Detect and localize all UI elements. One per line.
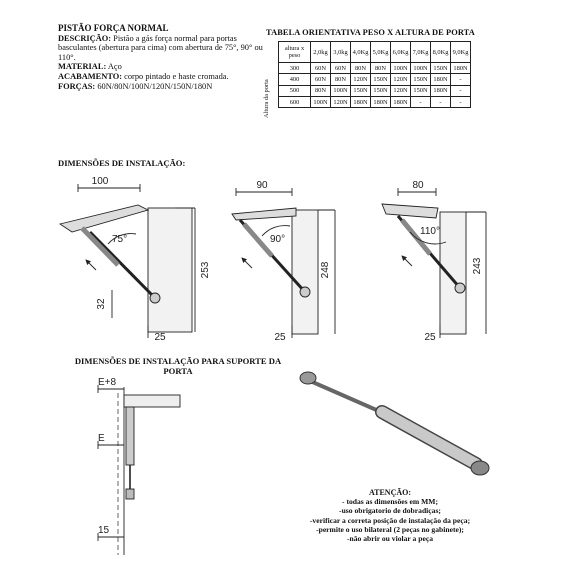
table-header-row — [279, 42, 471, 63]
attention-line: -verificar a correta posição de instalação da peça; — [309, 515, 471, 525]
table-row-height: 400 — [279, 74, 311, 85]
table-row — [279, 96, 471, 107]
table-cell: 180N — [371, 96, 391, 107]
table-row-height: 300 — [279, 63, 311, 74]
table-cell: - — [411, 96, 431, 107]
table-column-header: 7,0Kg — [411, 42, 431, 63]
material-text: Aço — [107, 62, 122, 72]
attention-title: ATENÇÃO: — [368, 488, 412, 497]
table-cell: 120N — [351, 74, 371, 85]
finish-line — [58, 72, 276, 82]
material-label: MATERIAL: — [58, 62, 107, 72]
table-column-header: 2,0kg — [311, 42, 331, 63]
attention-line: -não abrir ou violar a peça — [347, 534, 433, 544]
forces-line — [58, 82, 276, 92]
table-cell: - — [451, 85, 471, 96]
table-cell: 180N — [451, 63, 471, 74]
table-cell: 180N — [391, 96, 411, 107]
table-row — [279, 74, 471, 85]
diagram-110 — [382, 188, 486, 338]
table-column-header: 3,0kg — [331, 42, 351, 63]
diagram-75-offset: 32 — [96, 298, 107, 310]
table-column-header: 8,0Kg — [431, 42, 451, 63]
finish-label: ACABAMENTO: — [58, 71, 123, 81]
diagram-110-height: 243 — [472, 257, 483, 275]
diagram-110-base: 25 — [424, 332, 436, 343]
weight-height-table — [278, 41, 471, 108]
table-cell: 100N — [331, 85, 351, 96]
table-cell: 120N — [391, 85, 411, 96]
table-cell: 80N — [371, 63, 391, 74]
product-title: PISTÃO FORÇA NORMAL — [58, 23, 169, 33]
support-label-mid: E — [98, 433, 105, 444]
description-text: Pistão a gás força normal para portas basculantes (abertura para cima) com abertura de 75°, 90° ou 110°. — [58, 33, 263, 62]
diagram-75-height: 253 — [200, 261, 211, 279]
table-cell: 80N — [351, 63, 371, 74]
attention-line: - todas as dimensões em MM; — [342, 497, 438, 507]
table-cell: 150N — [431, 63, 451, 74]
table-cell: 80N — [311, 85, 331, 96]
table-cell: - — [431, 96, 451, 107]
installation-diagrams — [0, 170, 568, 350]
diagram-75-base: 25 — [154, 332, 166, 343]
diagram-75 — [60, 184, 195, 338]
table-column-header: 6,0Kg — [391, 42, 411, 63]
description-label: DESCRIÇÃO: — [58, 33, 112, 43]
diagram-75-angle: 75° — [112, 234, 128, 245]
table-cell: 150N — [351, 85, 371, 96]
attention-notes — [270, 488, 510, 543]
diagram-90-base: 25 — [274, 332, 286, 343]
table-cell: 80N — [331, 74, 351, 85]
table-column-header: 4,0Kg — [351, 42, 371, 63]
table-cell: - — [451, 96, 471, 107]
table-cell: 100N — [391, 63, 411, 74]
table-cell: 180N — [431, 74, 451, 85]
table-title: TABELA ORIENTATIVA PESO X ALTURA DE PORTA — [266, 28, 475, 37]
table-column-header: 5,0Kg — [371, 42, 391, 63]
support-heading-line2: PORTA — [163, 366, 193, 376]
support-label-bottom: 15 — [98, 525, 110, 536]
table-cell: 100N — [311, 96, 331, 107]
diagram-90-angle: 90° — [270, 234, 286, 245]
table-row — [279, 85, 471, 96]
finish-text: corpo pintado e haste cromada. — [124, 71, 229, 81]
table-cell: 180N — [431, 85, 451, 96]
table-cell: 150N — [371, 74, 391, 85]
diagram-75-width: 100 — [91, 176, 109, 187]
install-heading: DIMENSÕES DE INSTALAÇÃO: — [58, 158, 186, 168]
diagram-90-width: 90 — [256, 180, 268, 191]
table-cell: 60N — [311, 63, 331, 74]
description-line — [58, 34, 276, 63]
support-heading-line1: DIMENSÕES DE INSTALAÇÃO PARA SUPORTE DA — [74, 356, 282, 366]
table-cell: 150N — [411, 85, 431, 96]
table-row-height: 500 — [279, 85, 311, 96]
table-cell: 60N — [311, 74, 331, 85]
support-heading — [58, 356, 298, 376]
table-cell: 120N — [331, 96, 351, 107]
attention-line: -uso obrigatorio de dobradiças; — [339, 506, 441, 516]
table-column-header: 9,0Kg — [451, 42, 471, 63]
diagram-90-height: 248 — [320, 261, 331, 279]
diagram-110-angle: 110° — [420, 226, 440, 237]
product-spec — [58, 24, 276, 91]
table-cell: - — [451, 74, 471, 85]
table-cell: 120N — [391, 74, 411, 85]
support-label-top: E+8 — [98, 377, 117, 388]
material-line — [58, 62, 276, 72]
attention-line: -permite o uso bilateral (2 peças no gabinete); — [316, 524, 464, 534]
table-side-label: Altura da porta — [263, 79, 270, 118]
table-cell: 150N — [371, 85, 391, 96]
forces-label: FORÇAS: — [58, 81, 96, 91]
piston-illustration — [290, 360, 500, 490]
table-cell: 100N — [411, 63, 431, 74]
table-row-height: 600 — [279, 96, 311, 107]
table-corner-cell: altura x peso — [279, 42, 311, 63]
table-cell: 180N — [351, 96, 371, 107]
diagram-110-width: 80 — [412, 180, 424, 191]
table-cell: 150N — [411, 74, 431, 85]
forces-text: 60N/80N/100N/120N/150N/180N — [97, 81, 213, 91]
support-diagram — [60, 375, 200, 565]
table-cell: 60N — [331, 63, 351, 74]
table-row — [279, 63, 471, 74]
